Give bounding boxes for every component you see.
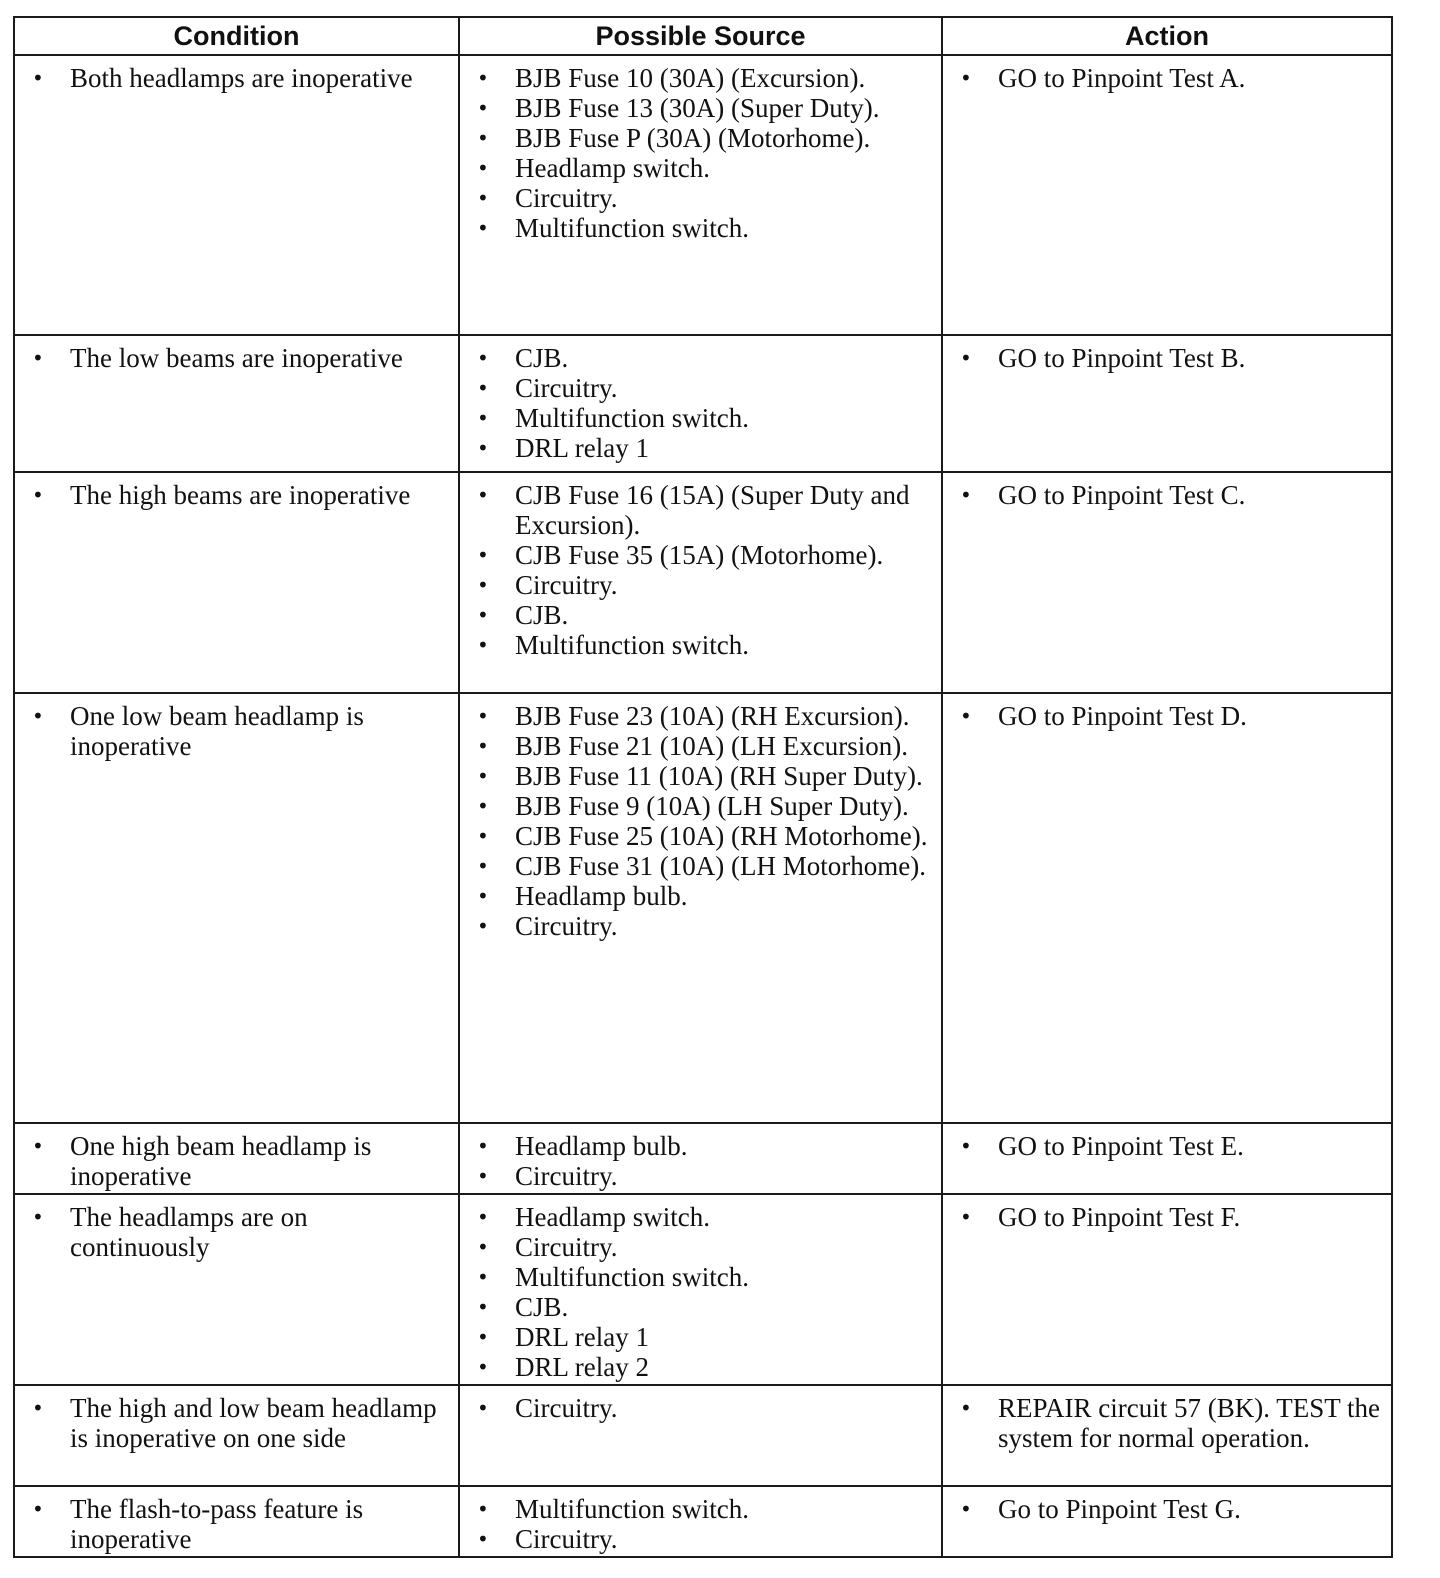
condition-text: • The high and low beam headlamp is inoperative on one side xyxy=(23,1393,450,1453)
source-item: • Circuitry. xyxy=(468,1232,933,1262)
table-header-row xyxy=(14,17,1392,55)
source-item: • Circuitry. xyxy=(468,183,933,213)
table-row xyxy=(14,1385,1392,1486)
source-item: • DRL relay 1 xyxy=(468,1322,933,1352)
source-cell xyxy=(459,55,942,335)
action-cell xyxy=(942,693,1392,1123)
action-text: • GO to Pinpoint Test D. xyxy=(951,701,1383,731)
source-cell xyxy=(459,1194,942,1385)
table-row xyxy=(14,693,1392,1123)
action-text: • GO to Pinpoint Test B. xyxy=(951,343,1383,373)
source-item: • Circuitry. xyxy=(468,1524,933,1554)
header-possible-source: Possible Source xyxy=(459,17,942,55)
action-text: • GO to Pinpoint Test C. xyxy=(951,480,1383,510)
source-item: • Multifunction switch. xyxy=(468,1494,933,1524)
source-item: • CJB Fuse 35 (15A) (Motorhome). xyxy=(468,540,933,570)
condition-cell xyxy=(14,1194,459,1385)
action-cell xyxy=(942,1385,1392,1486)
action-cell xyxy=(942,1123,1392,1194)
source-item: • Headlamp bulb. xyxy=(468,1131,933,1161)
source-item: • BJB Fuse 11 (10A) (RH Super Duty). xyxy=(468,761,933,791)
source-item: • Circuitry. xyxy=(468,911,933,941)
condition-cell xyxy=(14,335,459,472)
action-text: • REPAIR circuit 57 (BK). TEST the system for normal operation. xyxy=(951,1393,1383,1453)
source-item: • Multifunction switch. xyxy=(468,213,933,243)
source-item: • Multifunction switch. xyxy=(468,403,933,433)
source-item: • CJB Fuse 16 (15A) (Super Duty and Excursion). xyxy=(468,480,933,540)
source-item: • Multifunction switch. xyxy=(468,1262,933,1292)
action-cell xyxy=(942,335,1392,472)
action-cell xyxy=(942,472,1392,693)
action-text: • GO to Pinpoint Test E. xyxy=(951,1131,1383,1161)
source-item: • BJB Fuse P (30A) (Motorhome). xyxy=(468,123,933,153)
action-cell xyxy=(942,1194,1392,1385)
condition-cell xyxy=(14,1123,459,1194)
source-item: • BJB Fuse 13 (30A) (Super Duty). xyxy=(468,93,933,123)
source-cell xyxy=(459,1123,942,1194)
source-cell xyxy=(459,1385,942,1486)
condition-text: • The low beams are inoperative xyxy=(23,343,450,373)
condition-text: • The flash-to-pass feature is inoperative xyxy=(23,1494,450,1554)
source-item: • CJB. xyxy=(468,1292,933,1322)
header-condition: Condition xyxy=(14,17,459,55)
condition-cell xyxy=(14,55,459,335)
condition-text: • Both headlamps are inoperative xyxy=(23,63,450,93)
source-item: • BJB Fuse 10 (30A) (Excursion). xyxy=(468,63,933,93)
source-item: • Headlamp bulb. xyxy=(468,881,933,911)
source-item: • CJB Fuse 31 (10A) (LH Motorhome). xyxy=(468,851,933,881)
table-row xyxy=(14,1486,1392,1557)
action-cell xyxy=(942,55,1392,335)
source-item: • CJB. xyxy=(468,343,933,373)
source-cell xyxy=(459,472,942,693)
diagnosis-table-page xyxy=(13,16,1391,1558)
source-item: • Circuitry. xyxy=(468,570,933,600)
source-cell xyxy=(459,693,942,1123)
table-row xyxy=(14,335,1392,472)
source-item: • Headlamp switch. xyxy=(468,153,933,183)
source-item: • BJB Fuse 23 (10A) (RH Excursion). xyxy=(468,701,933,731)
table-row xyxy=(14,1123,1392,1194)
table-row xyxy=(14,1194,1392,1385)
condition-cell xyxy=(14,1486,459,1557)
source-item: • BJB Fuse 21 (10A) (LH Excursion). xyxy=(468,731,933,761)
source-cell xyxy=(459,1486,942,1557)
condition-text: • One high beam headlamp is inoperative xyxy=(23,1131,450,1191)
action-text: • GO to Pinpoint Test A. xyxy=(951,63,1383,93)
source-item: • DRL relay 1 xyxy=(468,433,933,463)
action-text: • GO to Pinpoint Test F. xyxy=(951,1202,1383,1232)
source-item: • Circuitry. xyxy=(468,373,933,403)
condition-text: • One low beam headlamp is inoperative xyxy=(23,701,450,761)
header-action: Action xyxy=(942,17,1392,55)
condition-text: • The headlamps are on continuously xyxy=(23,1202,450,1262)
source-item: • Circuitry. xyxy=(468,1393,933,1423)
action-text: • Go to Pinpoint Test G. xyxy=(951,1494,1383,1524)
source-item: • CJB Fuse 25 (10A) (RH Motorhome). xyxy=(468,821,933,851)
source-item: • DRL relay 2 xyxy=(468,1352,933,1382)
source-item: • Headlamp switch. xyxy=(468,1202,933,1232)
condition-text: • The high beams are inoperative xyxy=(23,480,450,510)
source-item: • CJB. xyxy=(468,600,933,630)
source-cell xyxy=(459,335,942,472)
source-item: • Multifunction switch. xyxy=(468,630,933,660)
table-row xyxy=(14,55,1392,335)
symptom-chart-table xyxy=(13,16,1393,1558)
table-row xyxy=(14,472,1392,693)
condition-cell xyxy=(14,1385,459,1486)
action-cell xyxy=(942,1486,1392,1557)
condition-cell xyxy=(14,693,459,1123)
source-item: • BJB Fuse 9 (10A) (LH Super Duty). xyxy=(468,791,933,821)
condition-cell xyxy=(14,472,459,693)
source-item: • Circuitry. xyxy=(468,1161,933,1191)
